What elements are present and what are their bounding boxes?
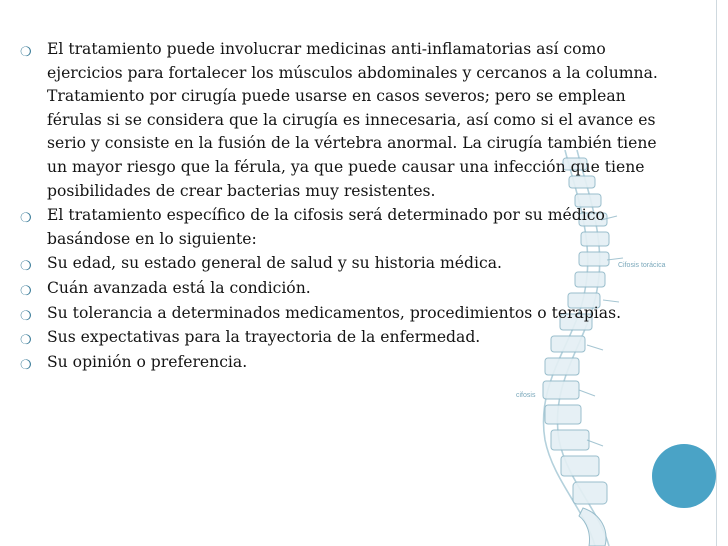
- bullet-icon: ❍: [20, 45, 32, 60]
- bullet-text: Su opinión o preferencia.: [47, 352, 248, 371]
- bullet-text: Su edad, su estado general de salud y su historia médica.: [47, 254, 502, 273]
- bullet-icon: ❍: [20, 211, 32, 227]
- list-item: [20, 252, 670, 276]
- list-item: [20, 326, 670, 350]
- bullet-text: El tratamiento puede involucrar medicinas anti-inflamatorias así como ejercicios para fortalecer los músculos abdominales y cercanos a la columna. Tratamiento por cirugía puede usarse en casos severos; pero se emplean férulas si se considera que la cirugía es innecesaria, así como si el avance es serio y consiste en la fusión de la vértebra anormal. La cirugía también tiene un mayor riesgo que la férula, ya que puede causar una infección que tiene posibilidades de crear bacterias muy resistentes.: [47, 40, 658, 200]
- bullet-icon: ❍: [20, 308, 32, 324]
- bullet-list: [20, 38, 670, 375]
- bullet-icon: ❍: [20, 333, 32, 349]
- spine-label-lumbar: cifosis: [516, 392, 536, 399]
- bullet-icon: ❍: [20, 357, 32, 373]
- bullet-icon: ❍: [20, 259, 32, 275]
- bullet-text: Cuán avanzada está la condición.: [47, 278, 311, 297]
- list-item: [20, 204, 670, 251]
- list-item: [20, 351, 670, 375]
- bullet-text: Su tolerancia a determinados medicamentos, procedimientos o terapias.: [47, 303, 622, 322]
- bullet-icon: ❍: [20, 283, 32, 299]
- decorative-circle: [652, 444, 716, 508]
- bullet-text: El tratamiento específico de la cifosis será determinado por su médico basándose en lo siguiente:: [47, 206, 605, 248]
- bullet-text: Sus expectativas para la trayectoria de la enfermedad.: [47, 328, 481, 347]
- list-item: [20, 302, 670, 326]
- list-item: [20, 277, 670, 301]
- spine-label-thoracic: Cifosis torácica: [618, 262, 666, 269]
- list-item: [20, 38, 670, 203]
